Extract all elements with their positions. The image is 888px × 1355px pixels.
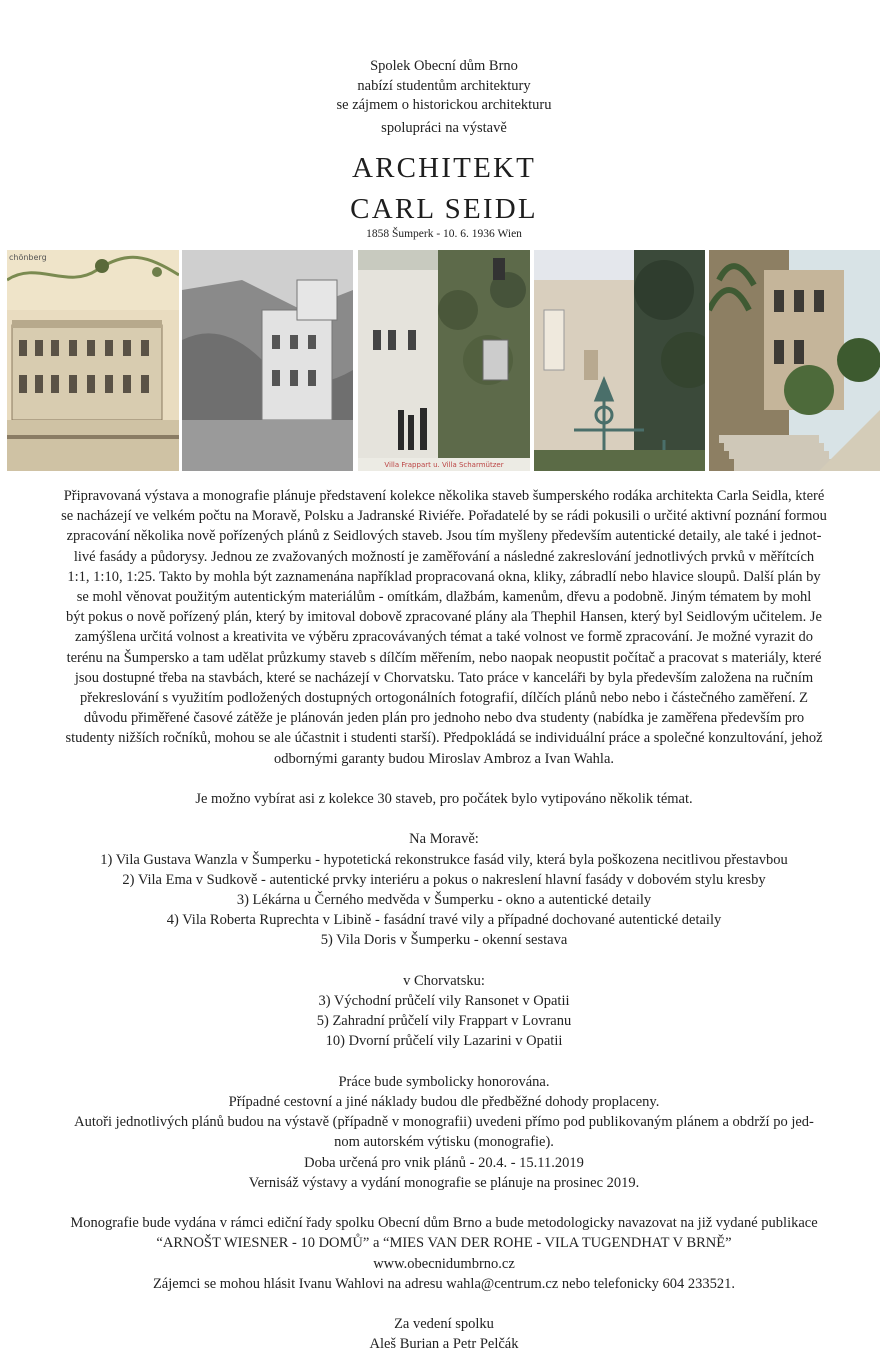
description-line: terénu na Šumpersko a tam udělat průzkumy staveb s dílčím měřením, nebo naopak neopustit počítač a pracovat s materiály, které [66, 649, 822, 666]
condition-line: Autoři jednotlivých plánů budou na výstavě (případně v monografii) uvedeni přímo pod publikovaným plánem a obdrží po jed- [74, 1114, 814, 1131]
postcard-label: chönberg [9, 253, 47, 262]
description-line: překreslování s využitím podložených dostupných ortogonálních fotografií, dílčích plánů nebo nebo i částečného zaměření. Z [79, 690, 808, 707]
photo-postcard-villa [7, 250, 179, 471]
title-line-2: CARL SEIDL [350, 193, 538, 225]
description-line: být pokus o nově pořízený plán, který by imitoval dobově zpracované plány ala Thephil Hansen, který byl Seidlovým učitelem. Je [66, 609, 822, 626]
body-text [8, 486, 880, 1355]
publication-line: Monografie bude vydána v rámci ediční řady spolku Obecní dům Brno a bude metodologicky navazovat na již vydané publikace [70, 1215, 818, 1232]
croatia-heading: v Chorvatsku: [403, 972, 485, 989]
publication-block [8, 1213, 880, 1294]
signature-line: Za vedení spolku [394, 1316, 494, 1333]
photo-caption: Villa Frappart u. Villa Scharmützer [384, 461, 504, 469]
signature-block [8, 1314, 880, 1354]
description-line: jsou dostupné třeba na stavbách, které se nacházejí v Chorvatsku. Tato práce v kanceláři by byla především založena na ručním [74, 669, 814, 686]
intro-block [0, 57, 888, 138]
description-line: se mohl věnovat použitým autentickým materiálům - omítkám, dlažbám, kamenům, dřevu a podobně. Jiným tématem by mohl [76, 589, 812, 606]
description-paragraph [8, 486, 880, 769]
condition-line: Doba určená pro vnik plánů - 20.4. - 15.11.2019 [304, 1154, 584, 1171]
list-item: 3) Východní průčelí vily Ransonet v Opatii [318, 993, 570, 1010]
intro-line-offer: nabízí studentům architektury [357, 77, 531, 94]
morava-list [8, 829, 880, 950]
intro-line-interest: se zájmem o historickou architekturu [336, 97, 552, 113]
photo-ivy-villa [358, 250, 530, 471]
morava-heading: Na Moravě: [409, 831, 479, 848]
publication-line: “ARNOŠT WIESNER - 10 DOMŮ” a “MIES VAN DER ROHE - VILA TUGENDHAT V BRNĚ” [156, 1235, 732, 1252]
croatia-list [8, 971, 880, 1052]
list-item: 10) Dvorní průčelí vily Lazarini v Opatii [325, 1033, 563, 1050]
intro-line-cooperation: spolupráci na výstavě [381, 119, 507, 136]
condition-line: nom autorském výtisku (monografie). [334, 1134, 554, 1151]
condition-line: Práce bude symbolicky honorována. [338, 1073, 550, 1090]
signature-names: Aleš Burian a Petr Pelčák [369, 1336, 519, 1353]
choose-text: Je možno vybírat asi z kolekce 30 staveb, pro počátek bylo vytipováno několik témat. [195, 791, 693, 808]
contact-line: Zájemci se mohou hlásit Ivanu Wahlovi na adresu wahla@centrum.cz nebo telefonicky 604 233521. [152, 1275, 736, 1292]
intro-line-organization: Spolek Obecní dům Brno [370, 58, 518, 74]
photo-iron-gate-villa [534, 250, 705, 471]
description-line: odbornými garanty budou Miroslav Ambroz a Ivan Wahla. [273, 750, 615, 767]
description-line: zamýšlena určitá volnost a kreativita ve výběru zpracovávaných témat a také volnost ve formě zpracování. Je možné vyrazit do [75, 629, 813, 646]
description-line: zpracování několika nově pořízených plánů z Seidlových staveb. Jsou tím myšleny především autentické detaily, ale také i jednot- [66, 528, 822, 545]
list-item: 3) Lékárna u Černého medvěda v Šumperku - okno a autentické detaily [236, 892, 652, 909]
description-line: Připravovaná výstava a monografie plánuje představení kolekce několika staveb šumperského rodáka architekta Carla Seidla, které [63, 488, 825, 504]
photo-stairs-villa [709, 250, 880, 471]
life-dates: 1858 Šumperk - 10. 6. 1936 Wien [366, 228, 522, 240]
description-line: 1:1, 1:10, 1:25. Takto by mohla být zaznamenána například propracovaná okna, kliky, zábradlí nebo hlavice sloupů. Další plán by [67, 568, 821, 585]
list-item: 1) Vila Gustava Wanzla v Šumperku - hypotetická rekonstrukce fasád vily, která byla poškozena necitlivou přestavbou [100, 851, 788, 868]
condition-line: Případné cestovní a jiné náklady budou dle předběžné dohody proplaceny. [228, 1094, 660, 1111]
page-title [0, 148, 888, 230]
description-line: livé fasády a půdorysy. Jednou ze zvažovaných možností je zaměřování a následné zakreslování jednotlivých prvků v měřítcích [73, 548, 815, 565]
description-line: důvodu přiměřené časové zátěže je plánován jeden plán pro jednoho nebo dva studenty (nabídka je zaměřena především pro [83, 710, 805, 727]
condition-line: Vernisáž výstavy a vydání monografie se plánuje na prosinec 2019. [248, 1174, 640, 1191]
list-item: 4) Vila Roberta Ruprechta v Libině - fasádní travé vily a případné dochované autentické detaily [166, 912, 722, 929]
photo-hillside-villa [182, 250, 353, 471]
website-link[interactable]: www.obecnidumbrno.cz [373, 1255, 515, 1272]
list-item: 5) Zahradní průčelí vily Frappart v Lovranu [316, 1013, 572, 1030]
conditions-block [8, 1072, 880, 1193]
description-line: se nacházejí ve velkém počtu na Moravě, Polsku a Jadranské Riviéře. Pořadatelé by se rádi pokusili o určité aktivní poznání formou [61, 508, 827, 525]
photo-strip [7, 250, 880, 471]
list-item: 5) Vila Doris v Šumperku - okenní sestava [320, 932, 568, 949]
list-item: 2) Vila Ema v Sudkově - autentické prvky interiéru a pokus o nakreslení hlavní fasády v dobovém stylu kresby [122, 871, 766, 888]
description-line: studenty nižších ročníků, mohou se ale účastnit i studenti starší). Předpokládá se individuální práce a společné konzultování, jehož [65, 730, 823, 747]
title-line-1: ARCHITEKT [351, 152, 537, 184]
